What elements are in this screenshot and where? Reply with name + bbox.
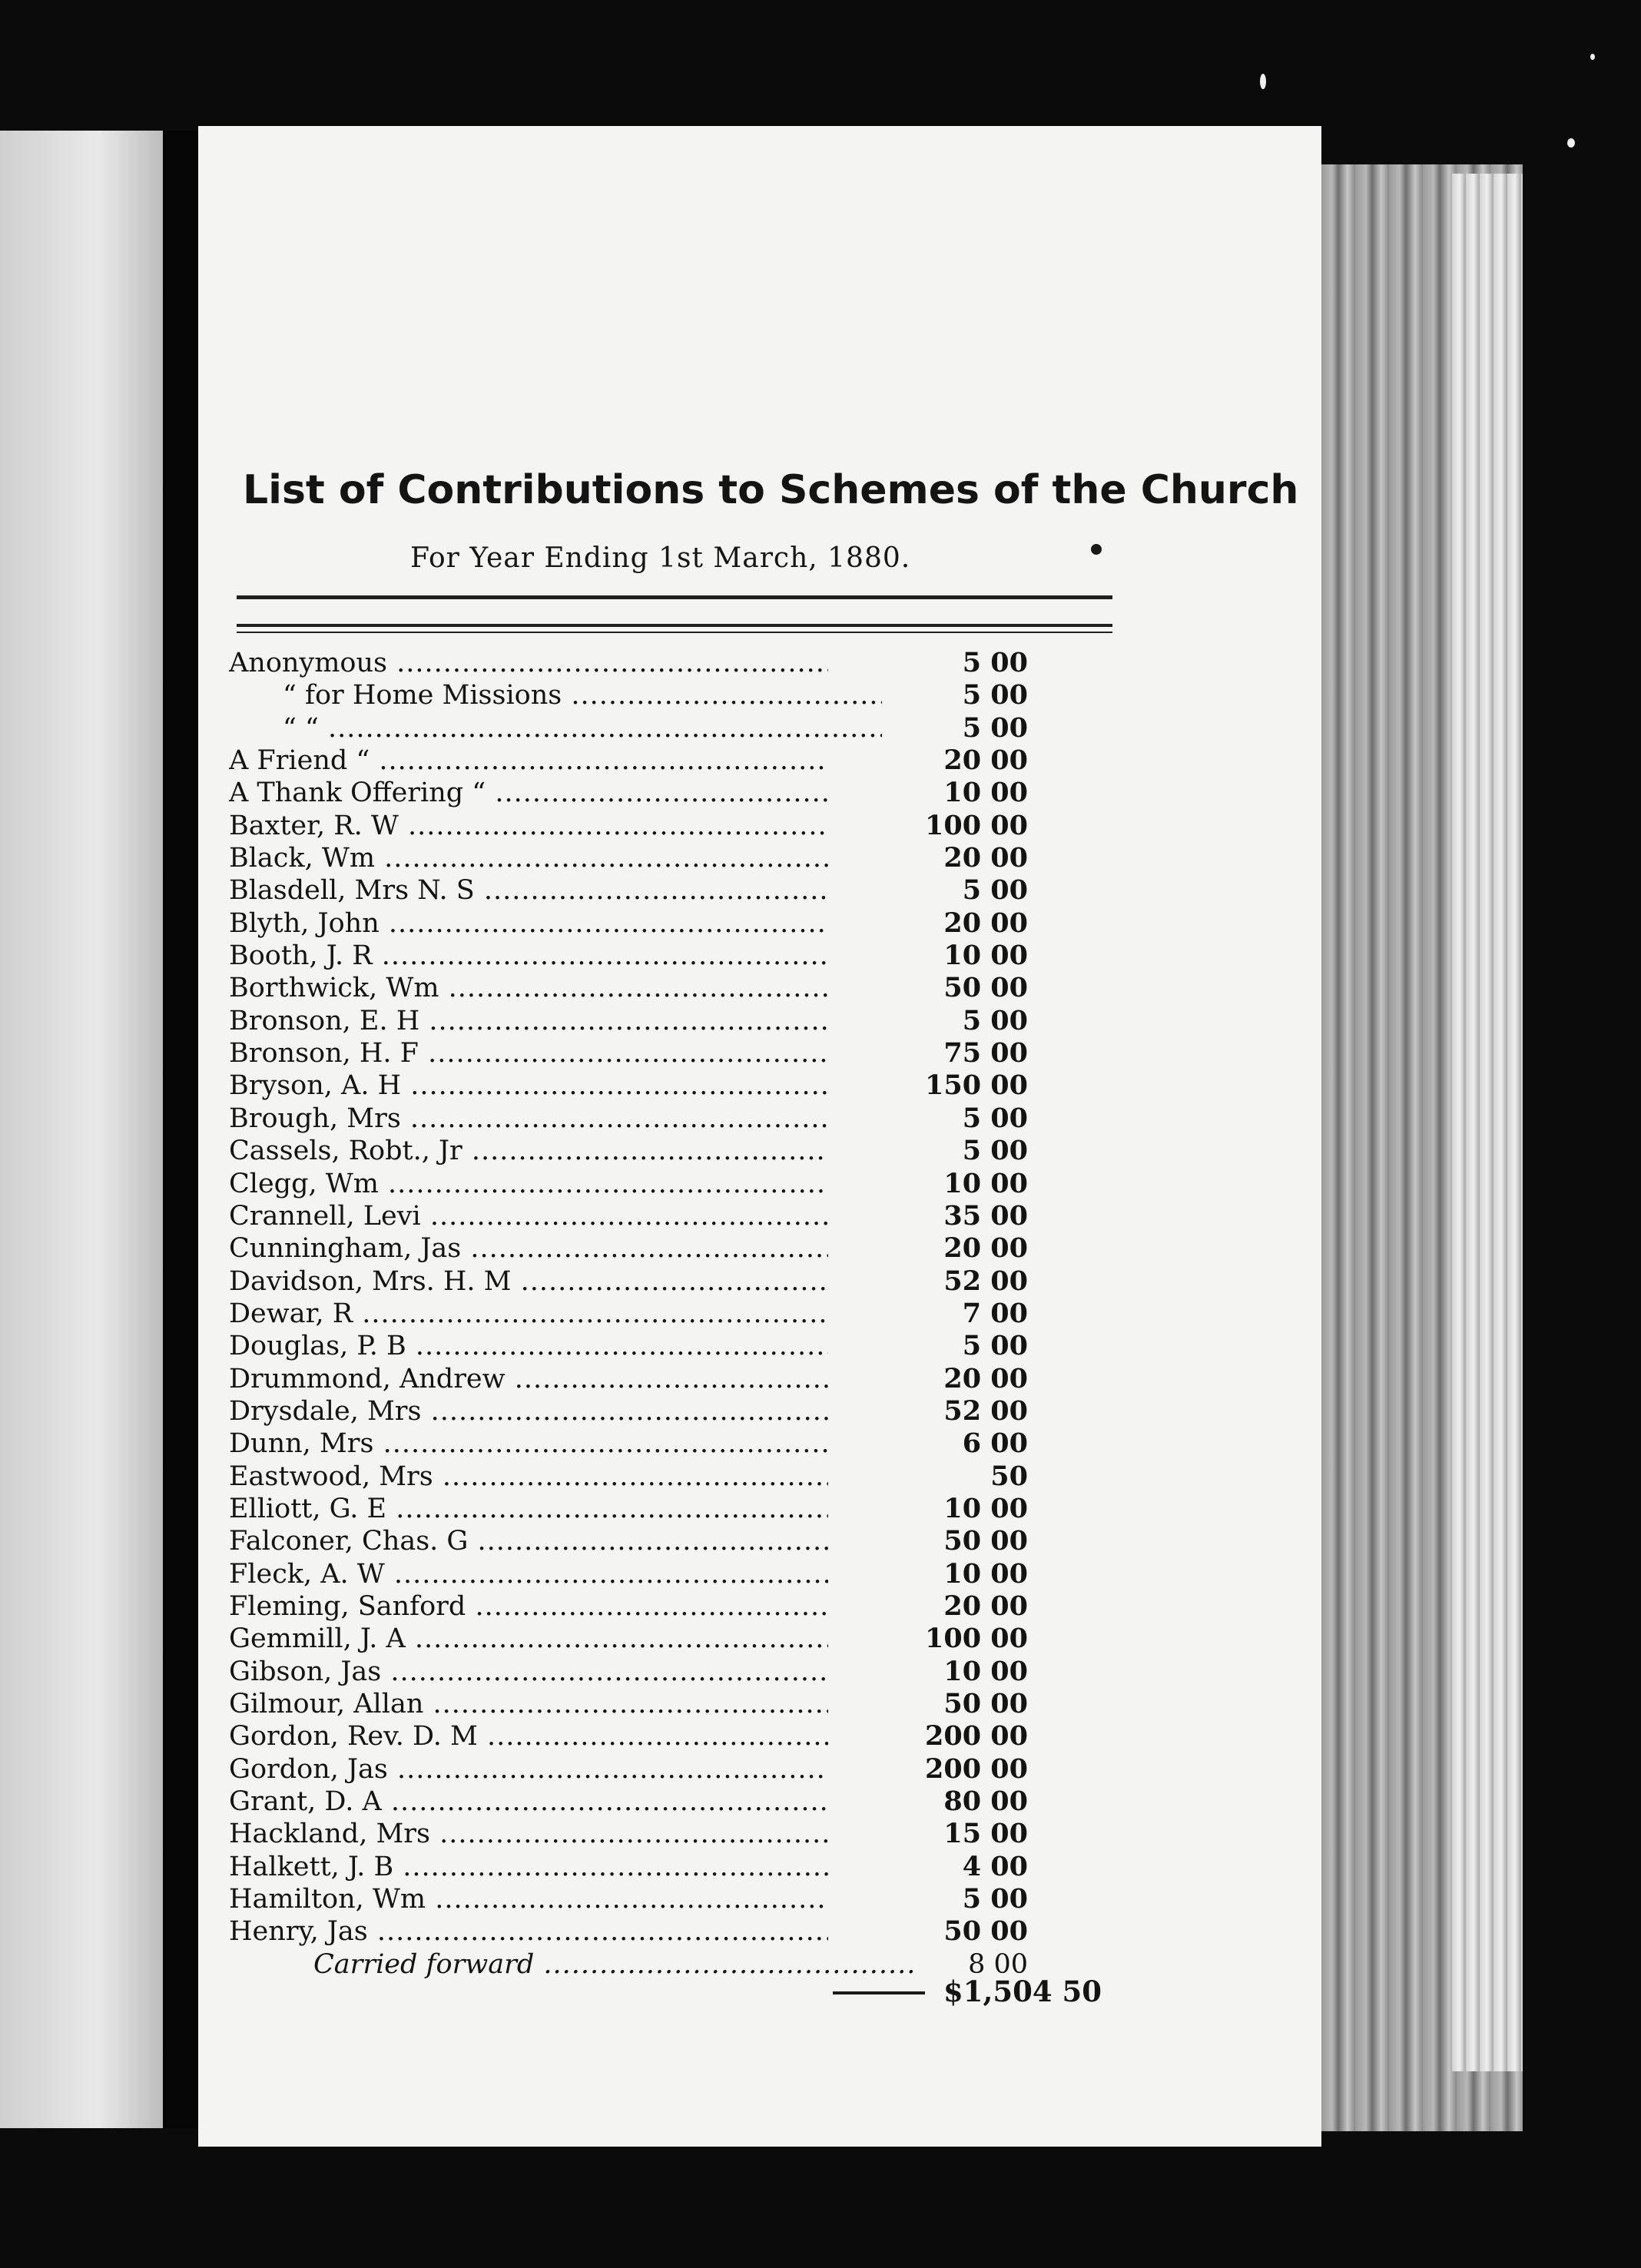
contribution-amount: 15 00 [943, 1818, 1028, 1850]
contributor-name: Anonymous ..... [229, 647, 828, 679]
contributor-name: Brough, Mrs ..... [229, 1102, 828, 1135]
contribution-amount: 200 00 [925, 1720, 1028, 1752]
contribution-amount: 10 00 [943, 1167, 1028, 1199]
contributor-name: Hamilton, Wm ..... [229, 1883, 828, 1915]
list-item [229, 1168, 1059, 1200]
list-item [229, 907, 1059, 940]
contribution-amount: 5 00 [962, 1102, 1028, 1134]
contribution-amount: 7 00 [962, 1297, 1028, 1329]
contribution-amount: 5 00 [962, 679, 1028, 711]
contribution-amount: 50 00 [943, 1525, 1028, 1557]
list-item [229, 647, 1059, 679]
title-rule-top [237, 595, 1112, 599]
contribution-amount: 75 00 [943, 1037, 1028, 1069]
contributor-name: “ “ ..... [229, 712, 882, 744]
list-item [229, 1135, 1059, 1167]
contributor-name: Gemmill, J. A ..... [229, 1623, 828, 1655]
contribution-amount: 10 00 [943, 1655, 1028, 1687]
contributor-name: Cassels, Robt., Jr ..... [229, 1135, 828, 1167]
dust-speck [1567, 138, 1575, 148]
page-title: List of Contributions to Schemes of the Church [243, 467, 1299, 513]
list-item [229, 1005, 1059, 1037]
contributor-name: Crannell, Levi ..... [229, 1200, 828, 1232]
subtotal-rule [833, 1991, 925, 1994]
contributor-name: Borthwick, Wm ..... [229, 972, 828, 1004]
contribution-amount: 20 00 [943, 1232, 1028, 1265]
contribution-amount: 20 00 [943, 842, 1028, 874]
contribution-amount: 150 00 [925, 1069, 1028, 1102]
list-item [229, 810, 1059, 842]
list-item [229, 1395, 1059, 1427]
contributor-name: Blyth, John ..... [229, 907, 828, 940]
list-item [229, 1818, 1059, 1850]
contribution-amount: 50 [990, 1460, 1028, 1492]
carried-forward-row [229, 1948, 1059, 1981]
contribution-amount: 6 00 [962, 1427, 1028, 1460]
contributor-name: Fleck, A. W ..... [229, 1558, 828, 1590]
contributor-name: Bronson, E. H ..... [229, 1005, 828, 1037]
list-item [229, 1688, 1059, 1720]
list-item [229, 1461, 1059, 1493]
contribution-amount: 20 00 [943, 1362, 1028, 1394]
contributor-name: A Friend “ ..... [229, 744, 828, 777]
list-item [229, 874, 1059, 907]
list-item [229, 744, 1059, 777]
contribution-amount: 10 00 [943, 1557, 1028, 1590]
contributor-name: A Thank Offering “ ..... [229, 777, 828, 809]
contributor-name: Gordon, Rev. D. M ..... [229, 1720, 828, 1752]
contribution-amount: 200 00 [925, 1752, 1028, 1785]
contribution-amount: 4 00 [962, 1850, 1028, 1882]
list-item [229, 1037, 1059, 1069]
contributor-name: Drysdale, Mrs ..... [229, 1395, 828, 1427]
contributor-name: Gibson, Jas ..... [229, 1656, 828, 1688]
list-item [229, 1427, 1059, 1460]
contributor-name: Gilmour, Allan ..... [229, 1688, 828, 1720]
contribution-amount: 50 00 [943, 1688, 1028, 1719]
list-item [229, 1883, 1059, 1915]
list-item [229, 1102, 1059, 1135]
list-item [229, 1590, 1059, 1623]
contributor-name: Elliott, G. E ..... [229, 1493, 828, 1525]
contribution-amount: 8 00 [968, 1948, 1028, 1980]
contribution-amount: 52 00 [943, 1265, 1028, 1297]
contributor-name: Cunningham, Jas ..... [229, 1232, 828, 1265]
contributor-name: Grant, D. A ..... [229, 1786, 828, 1818]
list-item [229, 679, 1059, 711]
contributor-name: “ for Home Missions ..... [229, 679, 882, 711]
contribution-amount: 5 00 [962, 1883, 1028, 1915]
contributor-name: Falconer, Chas. G ..... [229, 1525, 828, 1557]
contributor-name: Halkett, J. B ..... [229, 1851, 828, 1883]
contributor-name: Clegg, Wm ..... [229, 1168, 828, 1200]
contributor-name: Gordon, Jas ..... [229, 1753, 828, 1786]
contributor-name: Blasdell, Mrs N. S ..... [229, 874, 828, 907]
list-item [229, 1493, 1059, 1525]
list-item [229, 1786, 1059, 1818]
carried-forward-total: $1,504 50 [943, 1975, 1102, 2008]
contribution-amount: 80 00 [943, 1786, 1028, 1818]
list-item [229, 1265, 1059, 1298]
contributor-name: Douglas, P. B ..... [229, 1330, 828, 1362]
list-item [229, 1330, 1059, 1362]
list-item [229, 1298, 1059, 1330]
ink-blot [1091, 544, 1102, 555]
list-item [229, 940, 1059, 972]
contribution-amount: 10 00 [943, 777, 1028, 809]
list-item [229, 1525, 1059, 1557]
contribution-amount: 52 00 [943, 1394, 1028, 1427]
contribution-amount: 10 00 [943, 1492, 1028, 1524]
list-item [229, 972, 1059, 1004]
contributor-name: Baxter, R. W ..... [229, 810, 828, 842]
contribution-amount: 5 00 [962, 874, 1028, 907]
contribution-amount: 5 00 [962, 1135, 1028, 1167]
page-subtitle: For Year Ending 1st March, 1880. [410, 542, 911, 574]
list-item [229, 1915, 1059, 1948]
contribution-amount: 5 00 [962, 1004, 1028, 1036]
page-edges-outer [1452, 174, 1523, 2071]
contributor-name: Bryson, A. H ..... [229, 1069, 828, 1102]
contributor-name: Fleming, Sanford ..... [229, 1590, 828, 1623]
contributor-name: Davidson, Mrs. H. M ..... [229, 1265, 828, 1298]
list-item [229, 1753, 1059, 1786]
contributor-name: Hackland, Mrs ..... [229, 1818, 828, 1850]
contribution-amount: 5 00 [962, 647, 1028, 678]
dust-speck [1260, 74, 1266, 89]
contributor-name: Eastwood, Mrs ..... [229, 1461, 828, 1493]
contributor-name: Dunn, Mrs ..... [229, 1427, 828, 1460]
list-item [229, 1623, 1059, 1655]
title-rule-double [237, 624, 1112, 627]
contribution-amount: 20 00 [943, 744, 1028, 777]
list-item [229, 777, 1059, 809]
carried-forward-label: Carried forward ..... [229, 1948, 913, 1981]
list-item [229, 1232, 1059, 1265]
contributor-name: Bronson, H. F ..... [229, 1037, 828, 1069]
contributor-name: Black, Wm ..... [229, 842, 828, 874]
list-item [229, 1720, 1059, 1752]
contributor-name: Drummond, Andrew ..... [229, 1363, 828, 1395]
contribution-amount: 5 00 [962, 711, 1028, 744]
list-item [229, 1363, 1059, 1395]
contributor-name: Henry, Jas ..... [229, 1915, 828, 1948]
contribution-amount: 50 00 [943, 1915, 1028, 1948]
contribution-amount: 35 00 [943, 1199, 1028, 1232]
list-item [229, 1656, 1059, 1688]
contribution-amount: 100 00 [925, 1623, 1028, 1655]
list-item [229, 842, 1059, 874]
contribution-amount: 5 00 [962, 1330, 1028, 1362]
list-item [229, 1069, 1059, 1102]
contribution-amount: 100 00 [925, 809, 1028, 841]
contribution-amount: 20 00 [943, 907, 1028, 939]
contribution-amount: 10 00 [943, 940, 1028, 972]
dust-speck [1590, 54, 1595, 60]
contributor-name: Booth, J. R ..... [229, 940, 828, 972]
list-item [229, 1200, 1059, 1232]
title-rule-thin [237, 632, 1112, 633]
contributor-name: Dewar, R ..... [229, 1298, 828, 1330]
contribution-amount: 20 00 [943, 1590, 1028, 1622]
list-item [229, 1851, 1059, 1883]
left-page [0, 131, 163, 2128]
contribution-amount: 50 00 [943, 972, 1028, 1004]
contributions-list [229, 647, 1059, 1981]
list-item [229, 712, 1059, 744]
list-item [229, 1558, 1059, 1590]
book-gutter [163, 131, 198, 2128]
